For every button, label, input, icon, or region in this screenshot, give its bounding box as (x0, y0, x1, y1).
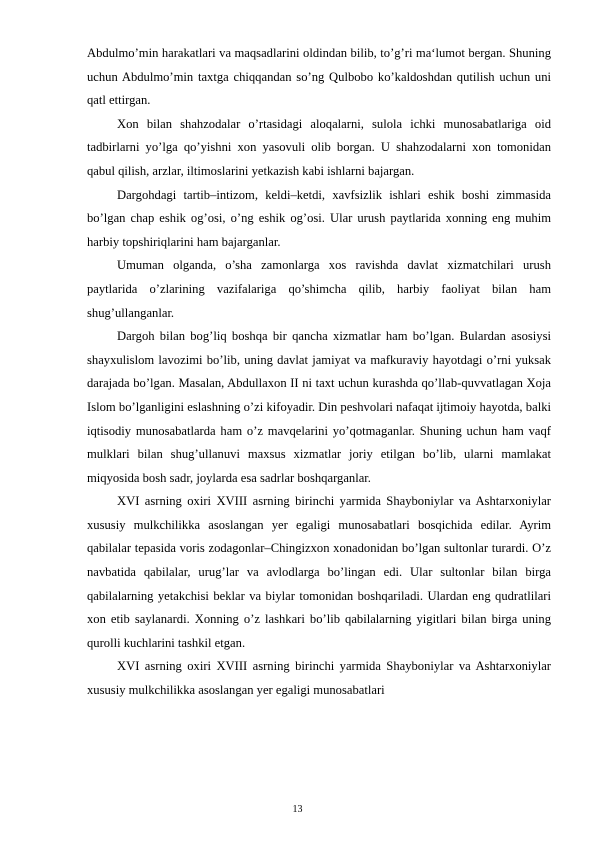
paragraph-xvi-asr-2: XVI asrning oxiri XVIII asrning birinchi yarmida Shayboniylar va Ashtarxoniylar xususiy mulkchilikka asoslangan yer egaligi munosabatlari (87, 659, 551, 698)
page-number: 13 (292, 804, 303, 815)
paragraph-xvi-asr-1: XVI asrning oxiri XVIII asrning birinchi yarmida Shayboniylar va Ashtarxoniylar xususiy mulkchilikka asoslangan yer egaligi munosabatlari bosqichida edilar. Ayrim qabilalar tepasida voris zodagonlar–Chingizxon xonadonidan bo’lgan sultonlar turardi. O’z navbatida qabilalar, urug’lar va avlodlarga bo’lingan edi. Ular sultonlar bilan birga qabilalarning yetakchisi beklar va biylar tomonidan boshqariladi. Ulardan eng qudratlilari xon etib saylanardi. Xonning o’z lashkari bo’lib qabilalarning yigitlari bilan birga uning qurolli kuchlarini tashkil etgan. (87, 494, 551, 650)
paragraph-yasovul: Xon bilan shahzodalar o’rtasidagi aloqalarni, sulola ichki munosabatlariga oid tadbirlarni yo’lga qo’yishni xon yasovuli olib borgan. U shahzodalarni xon tomonidan qabul qilish, arzlar, iltimoslarini yetkazish kabi ishlarni bajargan. (87, 116, 551, 178)
paragraph-shayxulislom: Dargoh bilan bog’liq boshqa bir qancha xizmatlar ham bo’lgan. Bulardan asosiysi shayxulislom lavozimi bo’lib, uning davlat jamiyat va mafkuraviy hayotdagi o’rni yuksak darajada bo’lgan. Masalan, Abdullaxon II ni taxt uchun kurashda qo’llab-quvvatlagan Xoja Islom bo’lganligini eslashning o’zi kifoyadir. Din peshvolari nafaqat ijtimoiy hayotda, balki iqtisodiy munosabatlarda ham o’z mavqelarini yo’qotmaganlar. Shuning uchun ham vaqf mulklari bilan shug’ullanuvi maxsus xizmatlar joriy etilgan bo’lib, ularni mamlakat miqyosida bosh sadr, joylarda esa sadrlar boshqarganlar. (87, 329, 551, 485)
paragraph-dargohdagi: Dargohdagi tartib–intizom, keldi–ketdi, xavfsizlik ishlari eshik boshi zimmasida bo’lgan chap eshik og’osi, o’ng eshik og’osi. Ular urush paytlarida xonning eng muhim harbiy topshiriqlarini ham bajarganlar. (87, 187, 551, 249)
paragraph-umuman: Umuman olganda, o’sha zamonlarga xos ravishda davlat xizmatchilari urush paytlarida o’zlarining vazifalariga qo’shimcha qilib, harbiy faoliyat bilan ham shug’ullanganlar. (87, 258, 551, 320)
body-text (87, 42, 551, 703)
paragraph-continuation: Abdulmo’min harakatlari va maqsadlarini oldindan bilib, to’g’ri ma‘lumot bergan. Shuning uchun Abdulmo’min taxtga chiqqandan so’ng Qulbobo ko’kaldoshdan qutilish uchun uni qatl ettirgan. (87, 46, 551, 108)
